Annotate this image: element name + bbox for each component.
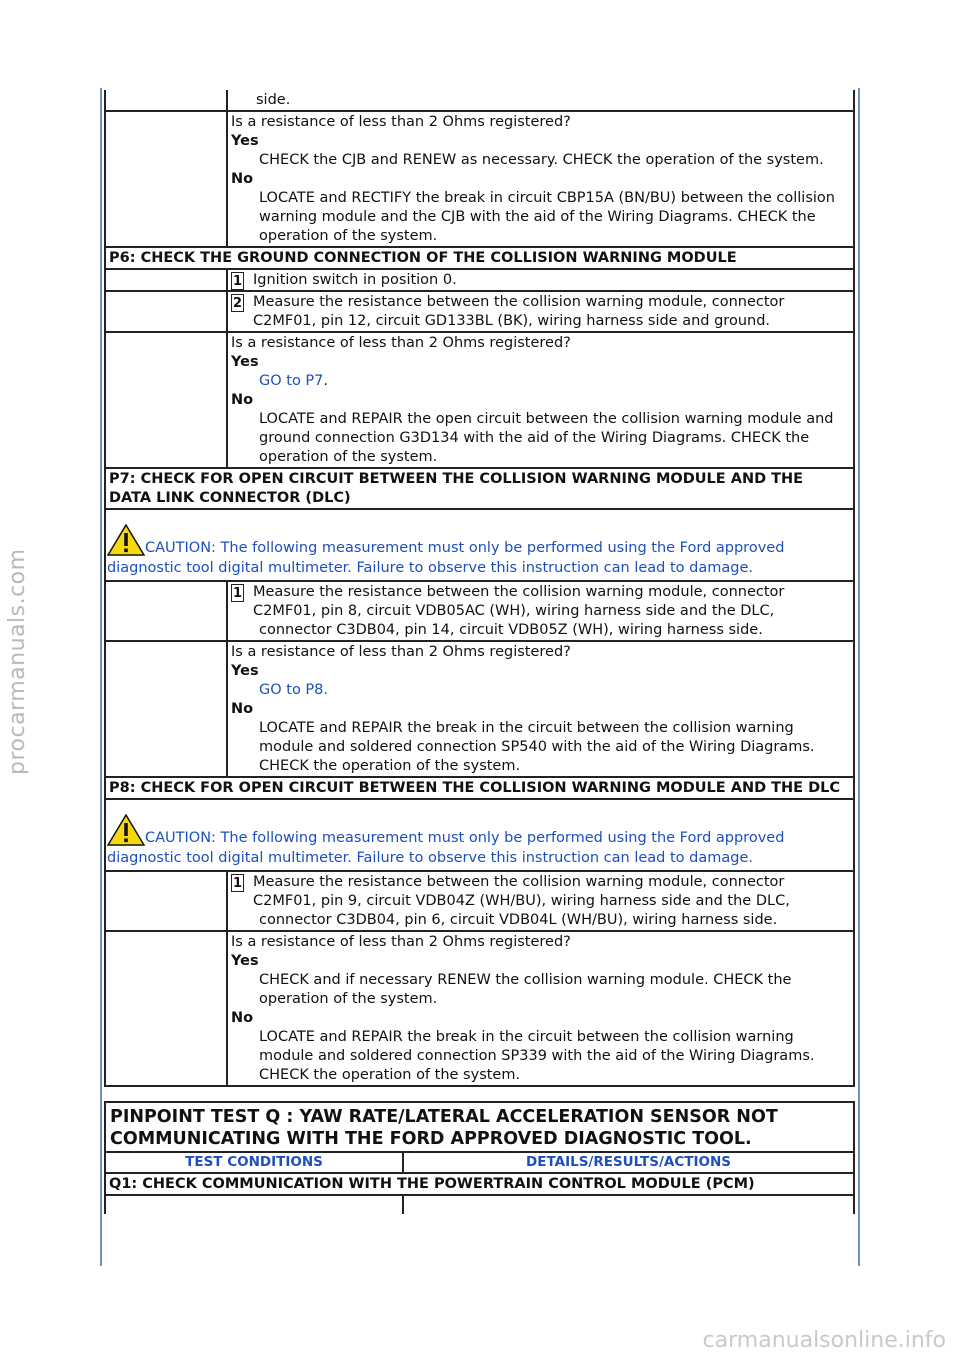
p6-heading: P6: CHECK THE GROUND CONNECTION OF THE COLLISION WARNING MODULE xyxy=(104,248,855,270)
step-text: Measure the resistance between the collision warning module, connector C2MF01, pin 12, circuit GD133BL (BK), wiring harness side and ground. xyxy=(253,294,785,329)
test-conditions-cell xyxy=(106,932,228,1085)
no-action: LOCATE and REPAIR the open circuit between the collision warning module and ground connection G3D134 with the aid of the Wiring Diagrams. CHECK the operation of the system. xyxy=(259,411,834,465)
pinpoint-test-document xyxy=(104,90,855,1214)
test-conditions-cell xyxy=(106,1196,404,1214)
caution-text: CAUTION: The following measurement must only be performed using the Ford approved diagnostic tool digital multimeter. Failure to observe this instruction can lead to damage. xyxy=(107,540,785,576)
question: Is a resistance of less than 2 Ohms registered? xyxy=(231,335,571,351)
test-conditions-cell xyxy=(106,112,228,246)
step xyxy=(228,292,853,331)
yes-action xyxy=(231,372,849,391)
yes-label: Yes xyxy=(231,133,259,149)
no-action: LOCATE and REPAIR the break in the circuit between the collision warning module and soldered connection SP540 with the aid of the Wiring Diagrams. CHECK the operation of the system. xyxy=(259,720,815,774)
p5-result xyxy=(104,112,855,248)
page-frame-left xyxy=(100,88,102,1266)
no-label: No xyxy=(231,701,254,717)
result-cell xyxy=(228,333,853,467)
test-conditions-cell xyxy=(106,333,228,467)
p6-result xyxy=(104,333,855,469)
yes-label: Yes xyxy=(231,663,259,679)
step-number: 2 xyxy=(232,296,243,311)
p7-result xyxy=(104,642,855,778)
yes-action: CHECK and if necessary RENEW the collision warning module. CHECK the operation of the system. xyxy=(259,972,792,1007)
step-text-continued: connector C3DB04, pin 6, circuit VDB04L (WH/BU), wiring harness side. xyxy=(259,912,778,928)
test-conditions-cell xyxy=(106,270,228,290)
p5-step-continuation xyxy=(104,90,855,112)
step-text: Measure the resistance between the collision warning module, connector C2MF01, pin 8, circuit VDB05AC (WH), wiring harness side and the DLC, xyxy=(253,584,785,619)
no-label: No xyxy=(231,392,254,408)
result-cell xyxy=(228,112,853,246)
question: Is a resistance of less than 2 Ohms registered? xyxy=(231,934,571,950)
p7-caution xyxy=(104,510,855,582)
warning-icon xyxy=(107,524,145,556)
step-number: 1 xyxy=(232,274,243,289)
p7-heading: P7: CHECK FOR OPEN CIRCUIT BETWEEN THE COLLISION WARNING MODULE AND THE DATA LINK CONNECTOR (DLC) xyxy=(104,469,855,510)
pinpoint-test-q-title: PINPOINT TEST Q : YAW RATE/LATERAL ACCELERATION SENSOR NOT COMMUNICATING WITH THE FORD APPROVED DIAGNOSTIC TOOL. xyxy=(104,1101,855,1151)
link-suffix: . xyxy=(323,373,329,389)
column-headers xyxy=(104,1151,855,1174)
bottom-watermark: carmanualsonline.info xyxy=(702,1328,946,1353)
yes-label: Yes xyxy=(231,953,259,969)
p8-step-1 xyxy=(104,872,855,932)
p6-step-2 xyxy=(104,292,855,333)
go-to-p7-link[interactable]: GO to P7 xyxy=(259,373,324,389)
side-watermark: procarmanuals.com xyxy=(5,548,30,775)
q1-heading: Q1: CHECK COMMUNICATION WITH THE POWERTRAIN CONTROL MODULE (PCM) xyxy=(104,1174,855,1196)
step xyxy=(228,582,853,640)
warning-icon xyxy=(107,814,145,846)
step-text: Measure the resistance between the collision warning module, connector C2MF01, pin 9, circuit VDB04Z (WH/BU), wiring harness side and the DLC, xyxy=(253,874,790,909)
no-label: No xyxy=(231,1010,254,1026)
p6-step-1 xyxy=(104,270,855,292)
p7-step-1 xyxy=(104,582,855,642)
test-conditions-cell xyxy=(106,642,228,776)
step-text-continued: connector C3DB04, pin 14, circuit VDB05Z (WH), wiring harness side. xyxy=(259,622,763,638)
section-gap xyxy=(104,1087,855,1101)
q1-row-start xyxy=(104,1196,855,1214)
question: Is a resistance of less than 2 Ohms registered? xyxy=(231,644,571,660)
no-action: LOCATE and RECTIFY the break in circuit CBP15A (BN/BU) between the collision warning module and the CJB with the aid of the Wiring Diagrams. CHECK the operation of the system. xyxy=(259,190,835,244)
p8-heading: P8: CHECK FOR OPEN CIRCUIT BETWEEN THE COLLISION WARNING MODULE AND THE DLC xyxy=(104,778,855,800)
yes-action xyxy=(231,681,849,700)
no-action: LOCATE and REPAIR the break in the circuit between the collision warning module and soldered connection SP339 with the aid of the Wiring Diagrams. CHECK the operation of the system. xyxy=(259,1029,815,1083)
yes-action: CHECK the CJB and RENEW as necessary. CHECK the operation of the system. xyxy=(259,152,824,168)
col-details-results-actions: DETAILS/RESULTS/ACTIONS xyxy=(404,1153,853,1172)
result-cell xyxy=(228,642,853,776)
col-test-conditions: TEST CONDITIONS xyxy=(106,1153,404,1172)
step-number: 1 xyxy=(232,876,243,891)
step xyxy=(228,270,853,290)
yes-label: Yes xyxy=(231,354,259,370)
step-text: side. xyxy=(256,92,291,108)
result-cell xyxy=(228,932,853,1085)
test-conditions-cell xyxy=(106,582,228,640)
step xyxy=(228,872,853,930)
test-conditions-cell xyxy=(106,292,228,331)
caution-text: CAUTION: The following measurement must only be performed using the Ford approved diagnostic tool digital multimeter. Failure to observe this instruction can lead to damage. xyxy=(107,830,785,866)
page-frame-right xyxy=(858,88,860,1266)
p8-result xyxy=(104,932,855,1087)
step-text: Ignition switch in position 0. xyxy=(253,272,457,288)
step-number: 1 xyxy=(232,586,243,601)
p8-caution xyxy=(104,800,855,872)
question: Is a resistance of less than 2 Ohms registered? xyxy=(231,114,571,130)
test-conditions-cell xyxy=(106,872,228,930)
test-conditions-cell xyxy=(106,90,228,110)
go-to-p8-link[interactable]: GO to P8. xyxy=(259,682,329,698)
no-label: No xyxy=(231,171,254,187)
